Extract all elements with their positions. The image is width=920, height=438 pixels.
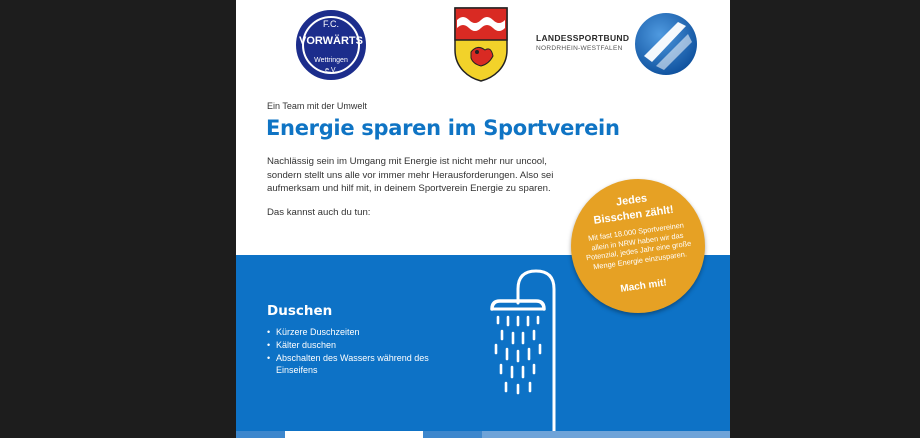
bottom-strip-white	[285, 431, 423, 438]
badge-content	[571, 179, 705, 313]
section-heading: Duschen	[267, 303, 333, 319]
lsb-logo-icon	[634, 12, 698, 76]
fc-vorwaerts-logo	[296, 10, 366, 80]
list-item: • Abschalten des Wassers während des Einseifens	[267, 352, 447, 378]
list-item: • Kürzere Duschzeiten	[267, 326, 447, 339]
lsb-line1: LANDESSPORTBUND	[536, 33, 630, 43]
info-badge	[571, 179, 705, 313]
lsb-wordmark	[536, 33, 629, 52]
badge-body: Mit fast 18.000 Sportvereinen allein in NRW haben wir das Potenzial, jedes Jahr eine große Menge Energie einzusparen.	[585, 220, 692, 272]
lsb-line2: NORDRHEIN-WESTFALEN	[536, 45, 623, 52]
bottom-strip-light	[482, 431, 730, 438]
tips-list	[267, 326, 447, 377]
badge-line2: Bisschen zählt!	[592, 203, 675, 227]
list-item: • Kälter duschen	[267, 339, 447, 352]
intro-text: Nachlässig sein im Umgang mit Energie ist nicht mehr nur uncool, sondern stellt uns alle vor immer mehr Herausforderungen. Also sei aufmerksam und hilf mit, in deinem Sportverein Energie zu sparen.	[267, 156, 554, 194]
fc-logo-line4: e.V.	[325, 67, 337, 74]
badge-cta: Mach mit!	[619, 277, 668, 295]
page-title: Energie sparen im Sportverein	[266, 116, 620, 140]
badge-line1: Jedes	[615, 192, 648, 209]
fc-logo-line2: VORWÄRTS	[299, 35, 363, 47]
can-do-text: Das kannst auch du tun:	[267, 207, 371, 218]
fc-logo-line3: Wettringen	[314, 57, 348, 64]
subtitle: Ein Team mit der Umwelt	[267, 101, 367, 111]
fc-logo-line1: F.C.	[322, 19, 339, 29]
crest-icon	[453, 6, 509, 82]
